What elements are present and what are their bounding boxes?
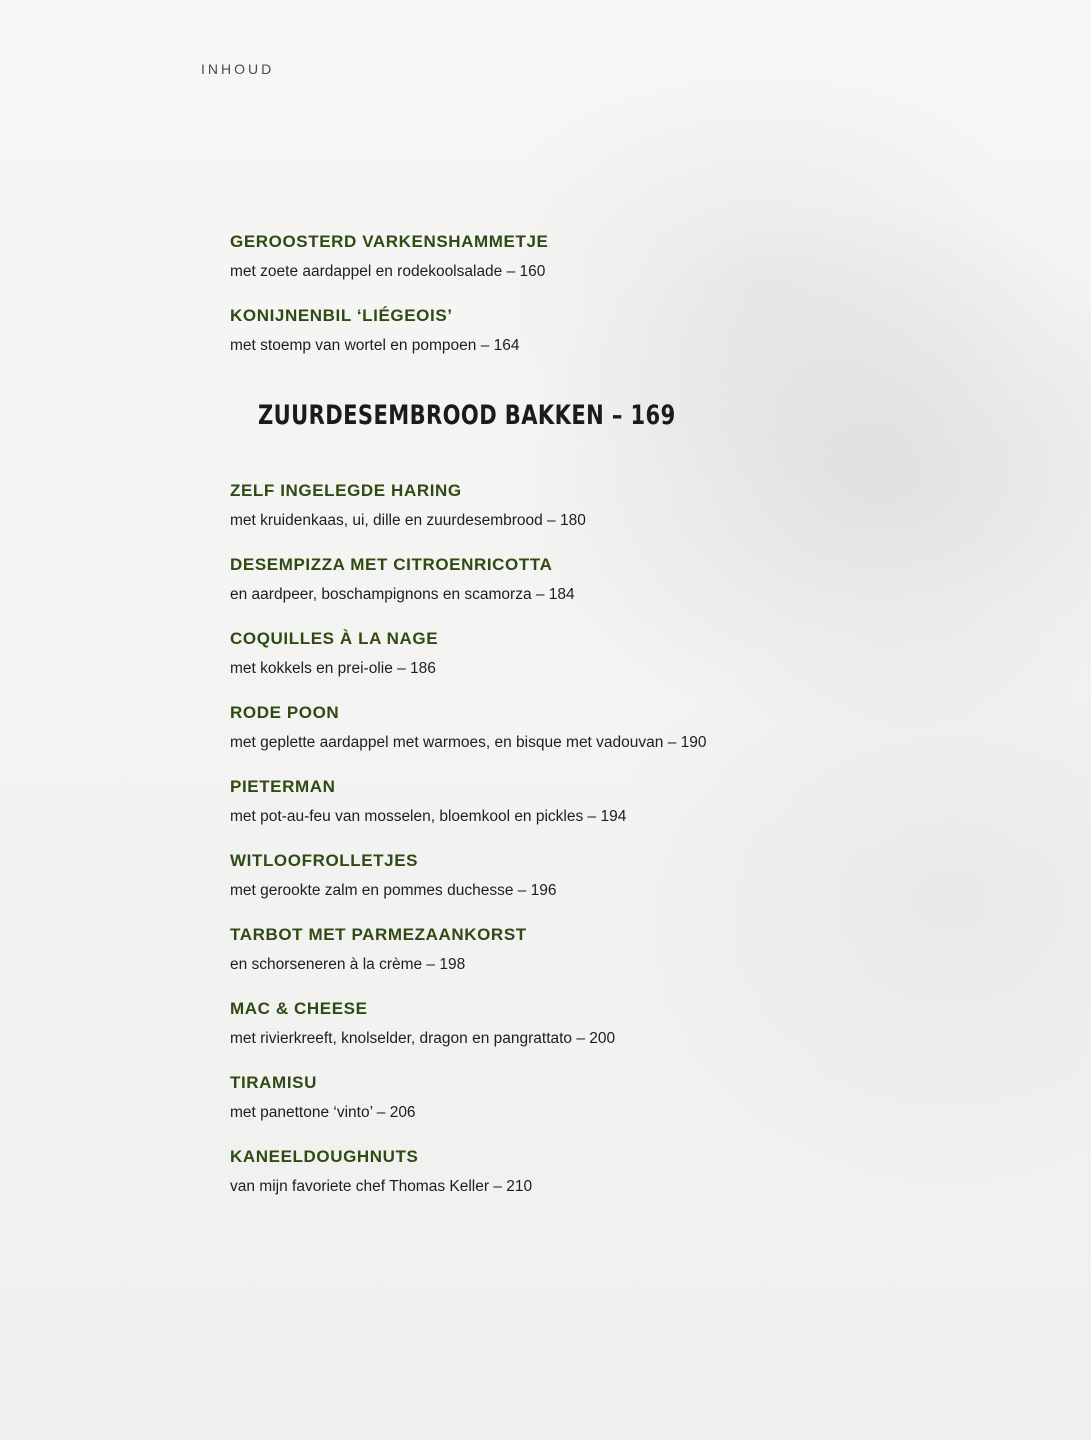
recipe-title: DESEMPIZZA MET CITROENRICOTTA	[230, 555, 553, 574]
recipe-title: RODE POON	[230, 703, 340, 722]
toc-entry	[230, 1147, 930, 1221]
recipe-description: met pot-au-feu van mosselen, bloemkool en pickles – 194	[230, 808, 627, 825]
recipe-title: TARBOT MET PARMEZAANKORST	[230, 925, 527, 944]
recipe-title: MAC & CHEESE	[230, 999, 368, 1018]
toc-entry	[230, 999, 930, 1073]
toc-entry	[230, 555, 930, 629]
toc-entry	[230, 703, 930, 777]
toc-entry	[230, 232, 930, 306]
running-head: INHOUD	[201, 61, 275, 77]
recipe-title: WITLOOFROLLETJES	[230, 851, 419, 870]
recipe-title: KANEELDOUGHNUTS	[230, 1147, 419, 1166]
recipe-title: COQUILLES À LA NAGE	[230, 629, 439, 648]
toc-entry	[230, 851, 930, 925]
recipe-description: en aardpeer, boschampignons en scamorza – 184	[230, 586, 575, 603]
toc-entry	[230, 777, 930, 851]
recipe-description: van mijn favoriete chef Thomas Keller – 210	[230, 1178, 533, 1195]
recipe-title: ZELF INGELEGDE HARING	[230, 481, 462, 500]
toc-entry	[230, 925, 930, 999]
recipe-description: met panettone ‘vinto’ – 206	[230, 1104, 416, 1121]
recipe-description: met kokkels en prei-olie – 186	[230, 660, 436, 677]
toc-entry	[230, 306, 930, 380]
recipe-description: met kruidenkaas, ui, dille en zuurdesembrood – 180	[230, 512, 586, 529]
toc-entry	[230, 629, 930, 703]
recipe-description: met geplette aardappel met warmoes, en bisque met vadouvan – 190	[230, 734, 707, 751]
toc-entry	[230, 1073, 930, 1147]
recipe-description: en schorseneren à la crème – 198	[230, 956, 466, 973]
toc-section-bottom	[230, 481, 930, 1221]
recipe-title: PIETERMAN	[230, 777, 336, 796]
recipe-description: met stoemp van wortel en pompoen – 164	[230, 337, 520, 354]
recipe-description: met gerookte zalm en pommes duchesse – 196	[230, 882, 557, 899]
recipe-description: met zoete aardappel en rodekoolsalade – 160	[230, 263, 546, 280]
toc-entry	[230, 481, 930, 555]
recipe-description: met rivierkreeft, knolselder, dragon en pangrattato – 200	[230, 1030, 616, 1047]
recipe-title: KONIJNENBIL ‘LIÉGEOIS’	[230, 306, 453, 325]
recipe-title: GEROOSTERD VARKENSHAMMETJE	[230, 232, 549, 251]
chapter-heading: ZUURDESEMBROOD BAKKEN – 169	[258, 400, 676, 431]
recipe-title: TIRAMISU	[230, 1073, 317, 1092]
toc-section-top	[230, 232, 930, 380]
